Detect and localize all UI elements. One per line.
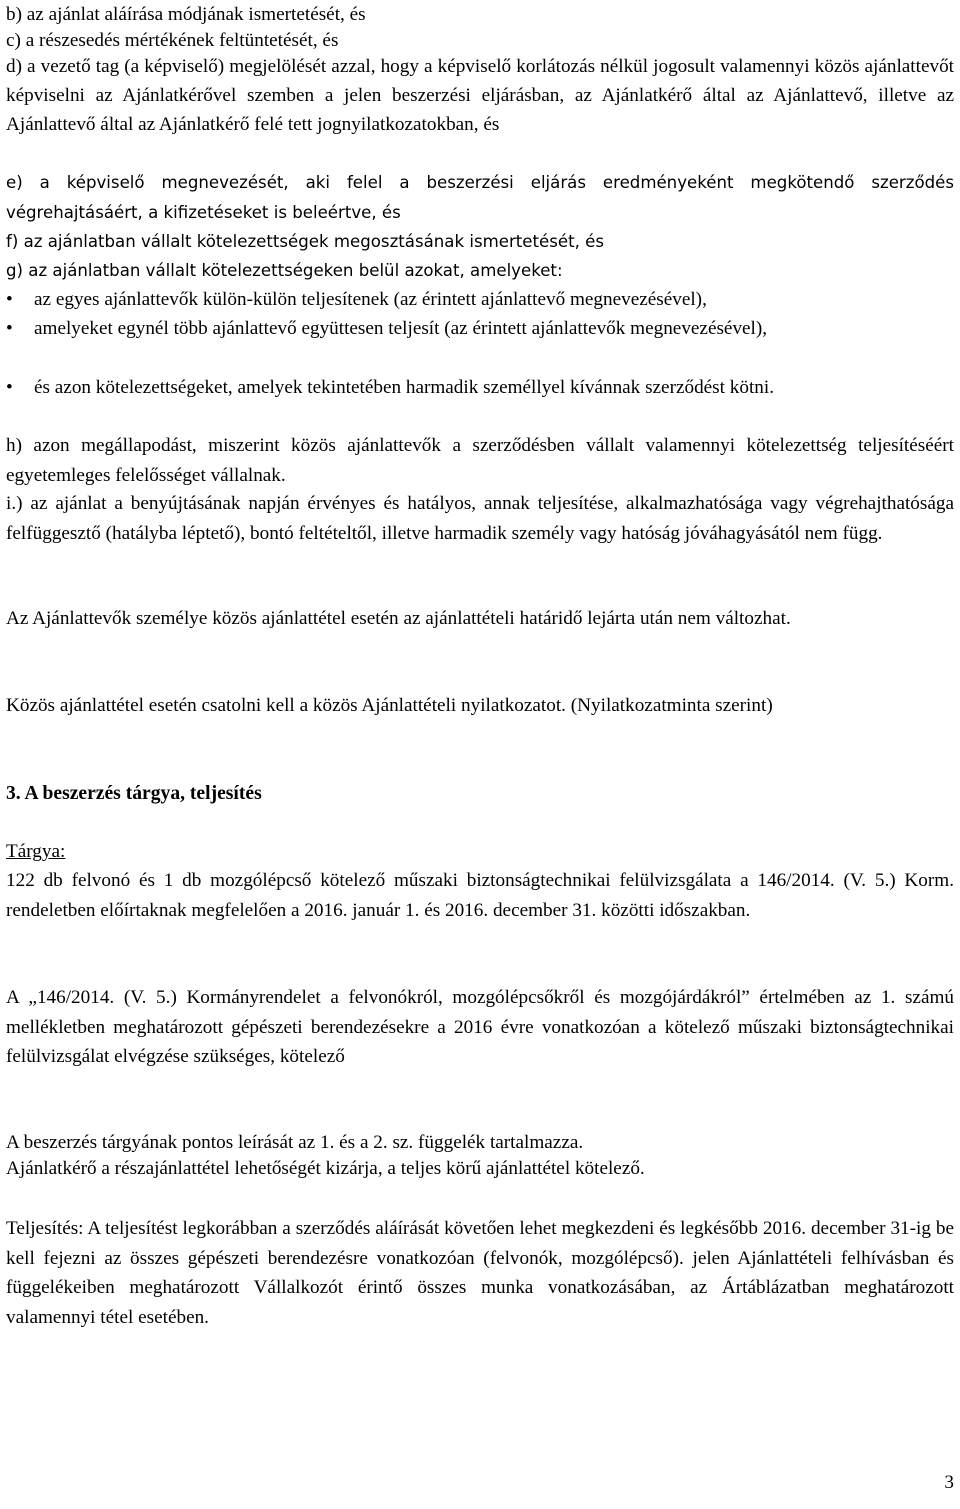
bullet-item xyxy=(6,314,954,344)
subject-text: 122 db felvonó és 1 db mozgólépcső kötelező műszaki biztonságtechnikai felülvizsgálata a 146/2014. (V. 5.) Korm. rendeletben előírtaknak megfelelően a 2016. január 1. és 2016. december 31. közötti időszakban. xyxy=(6,870,954,921)
decree-text: A „146/2014. (V. 5.) Kormányrendelet a felvonókról, mozgólépcsőkről és mozgójárdákról” értelmében az 1. számú mellékletben meghatározott gépészeti berendezésekre a 2016 évre vonatkozóan a kötelező műszaki biztonságtechnikai felülvizsgálat elvégzése szükséges, kötelező xyxy=(6,987,954,1068)
bullet-text: az egyes ajánlattevők külön-külön teljesítenek (az érintett ajánlattevő megnevezésével), xyxy=(34,289,707,310)
description-line-2: Ajánlatkérő a részajánlattétel lehetőségét kizárja, a teljes körű ajánlattétel kötelező. xyxy=(6,1158,645,1179)
list-item-b: b) az ajánlat aláírása módjának ismertetését, és xyxy=(6,4,366,25)
subject-label xyxy=(6,837,954,867)
bullet-icon: • xyxy=(6,289,13,310)
bullet-item xyxy=(6,373,954,403)
paragraph-joint-bid: Közös ajánlattétel esetén csatolni kell a közös Ajánlattételi nyilatkozatot. (Nyilatkozatminta szerint) xyxy=(6,695,773,716)
document-page xyxy=(6,0,954,1328)
paragraph-participants: Az Ajánlattevők személye közös ajánlattétel esetén az ajánlattételi határidő lejárta után nem változhat. xyxy=(6,608,791,629)
bullet-icon: • xyxy=(6,377,13,398)
subject-label-text: Tárgya: xyxy=(6,841,66,862)
bullet-icon: • xyxy=(6,318,13,339)
page-number: 3 xyxy=(944,1472,954,1493)
section-heading: 3. A beszerzés tárgya, teljesítés xyxy=(6,783,262,804)
bullet-text: amelyeket egynél több ajánlattevő együttesen teljesít (az érintett ajánlattevők megnevezésével), xyxy=(34,318,768,339)
list-item-h: h) azon megállapodást, miszerint közös ajánlattevők a szerződésben vállalt valamennyi kötelezettség teljesítéséért egyetemleges felelősséget vállalnak. xyxy=(6,435,954,486)
bullet-text: és azon kötelezettségeket, amelyek tekintetében harmadik személlyel kívánnak szerződést kötni. xyxy=(34,377,775,398)
list-item-e: e) a képviselő megnevezését, aki felel a beszerzési eljárás eredményeként megkötendő szerződés végrehajtásáért, a kifizetéseket is beleértve, és xyxy=(6,173,954,222)
description-line-1: A beszerzés tárgyának pontos leírását az 1. és a 2. sz. függelék tartalmazza. xyxy=(6,1132,584,1153)
list-item-g: g) az ajánlatban vállalt kötelezettségeken belül azokat, amelyeket: xyxy=(6,261,563,280)
bullet-item xyxy=(6,285,960,315)
fulfilment-text: Teljesítés: A teljesítést legkorábban a szerződés aláírását követően lehet megkezdeni és legkésőbb 2016. december 31-ig be kell fejezni az összes gépészeti berendezésre vonatkozóan (felvonók, mozgólépcső). jelen Ajánlattételi felhívásban és függelékeiben meghatározott Vállalkozót érintő összes munka vonatkozásában, az Ártáblázatban meghatározott valamennyi tétel esetében. xyxy=(6,1218,954,1328)
list-item-c: c) a részesedés mértékének feltüntetését, és xyxy=(6,30,339,51)
list-item-f: f) az ajánlatban vállalt kötelezettségek megosztásának ismertetését, és xyxy=(6,232,604,251)
list-item-d: d) a vezető tag (a képviselő) megjelölését azzal, hogy a képviselő korlátozás nélkül jogosult valamennyi közös ajánlattevőt képviselni az Ajánlatkérővel szemben a jelen beszerzési eljárásban, az Ajánlatkérő által az Ajánlattevő, illetve az Ajánlattevő által az Ajánlatkérő felé tett jognyilatkozatokban, és xyxy=(6,56,954,135)
list-item-i: i.) az ajánlat a benyújtásának napján érvényes és hatályos, annak teljesítése, alkalmazhatósága vagy végrehajthatósága felfüggesztő (hatályba léptető), bontó feltételtől, illetve harmadik személy vagy hatóság jóváhagyásától nem függ. xyxy=(6,493,954,544)
